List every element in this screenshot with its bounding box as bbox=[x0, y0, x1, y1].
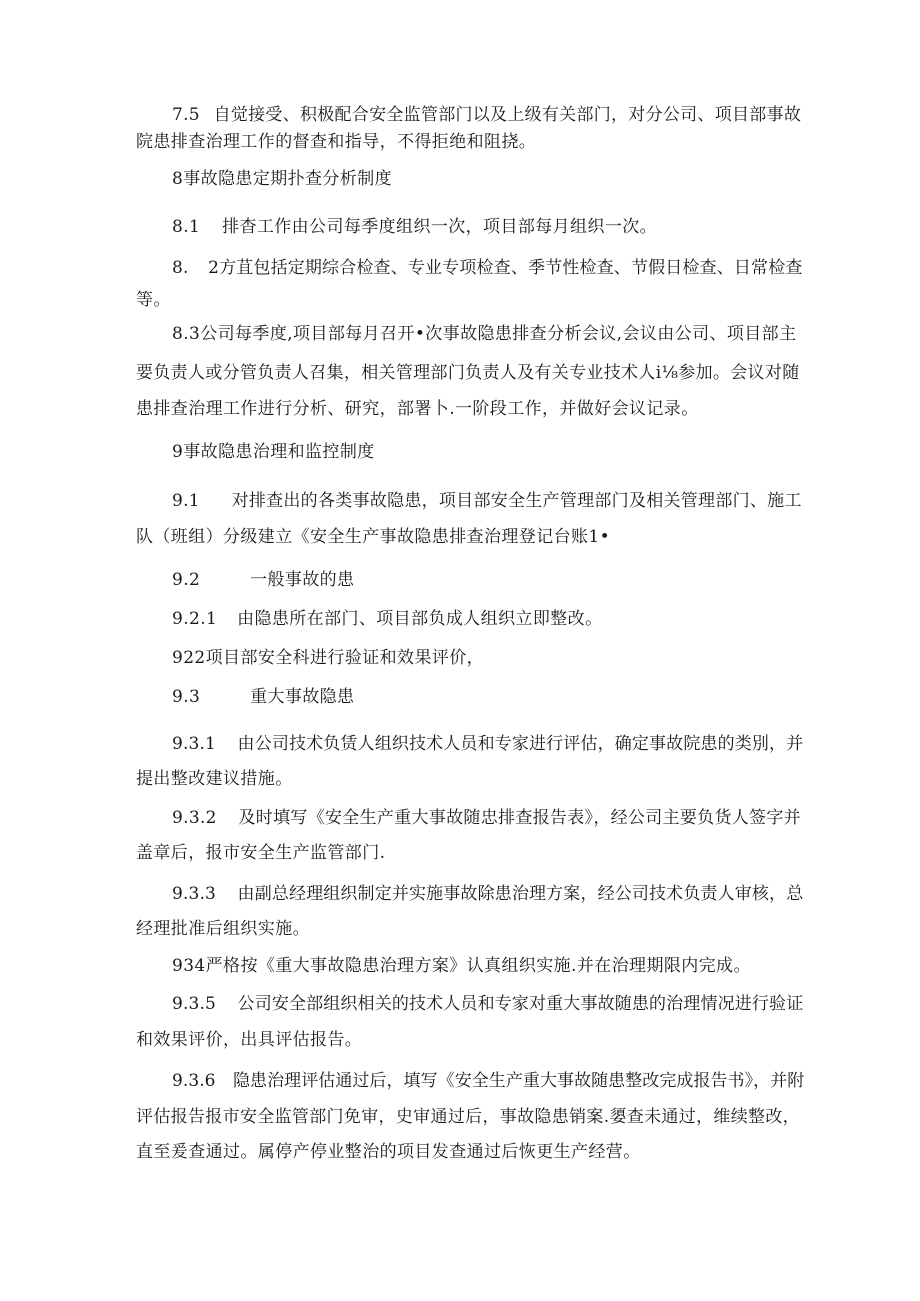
clause-number: 7.5 bbox=[172, 105, 200, 125]
clause-text: 由副总经理组织制定并实施事故除患治理方案，经公司技术负责人审核，总 bbox=[237, 884, 804, 904]
clause-number: 8. bbox=[172, 258, 189, 278]
clause-text: 由公司技术负赁人组织技术人员和专家进行评估，确定事故院患的类別，并 bbox=[237, 734, 804, 754]
paragraph-9-3-3-line-2: 经理批准后组织实施。 bbox=[136, 919, 310, 939]
paragraph-8-1 bbox=[172, 216, 657, 238]
clause-number: 9.3 bbox=[172, 687, 201, 707]
clause-text: 2方苴包括定期综合检查、专业专项检查、季节性检查、节假日检查、日常检查 bbox=[208, 258, 803, 278]
paragraph-9-3-1-line-2: 提出整改建议措施。 bbox=[136, 769, 293, 789]
paragraph-8-3-line-1: 8.3公司每季度,项目部每月召开•次事故隐患排查分析会议,会议由公司、项目部主 bbox=[172, 324, 797, 344]
clause-number: 8.1 bbox=[172, 217, 201, 237]
clause-text: 对排查出的各类事故隐患，项目部安全生产管理部门及相关管理部门、施工 bbox=[231, 491, 802, 511]
clause-number: 9.2 bbox=[172, 570, 201, 590]
clause-text: 一般事故的患 bbox=[250, 570, 355, 590]
paragraph-9-2 bbox=[172, 569, 354, 591]
paragraph-9-3-5-line-1 bbox=[172, 993, 803, 1015]
section-9-heading: 9事故隐患治理和监控制度 bbox=[172, 442, 375, 462]
paragraph-9-3-3-line-1 bbox=[172, 883, 803, 905]
clause-number: 9.1 bbox=[172, 491, 200, 511]
clause-text: 由隐患所在部门、项目部负成人组织立即整改。 bbox=[237, 609, 603, 629]
paragraph-9-3-5-line-2: 和效果评价，出具评估报告。 bbox=[136, 1030, 363, 1050]
clause-text: 隐患治理评估通过后，填写《安全生产重大事故随患整改完成报告书》，并附 bbox=[233, 1071, 805, 1091]
clause-text: 排杳工作由公司每季度组织一次，项目部每月组织一次。 bbox=[222, 217, 658, 237]
paragraph-9-3-2-line-2: 盖章后，报市安全生产监管部门. bbox=[136, 843, 386, 863]
paragraph-9-3 bbox=[172, 686, 354, 708]
paragraph-8-3-line-2: 要负责人或分管负责人召集，相关管理部门负责人及有关专业技术人i⅛参加。会议对随 bbox=[136, 363, 800, 383]
paragraph-8-3-line-3: 患排查治理工作进行分析、研究，部署卜.一阶段工作，并做好会议记录。 bbox=[136, 399, 699, 419]
clause-number: 9.3.5 bbox=[172, 994, 216, 1014]
clause-number: 9.3.3 bbox=[172, 884, 216, 904]
clause-text: 及时填写《安全生产重大事故随忠排查报告表》，经公司主要负货人签字并 bbox=[238, 808, 801, 828]
paragraph-9-3-1-line-1 bbox=[172, 733, 803, 755]
clause-number: 9.3.6 bbox=[172, 1071, 216, 1091]
paragraph-8-2-line-2: 等。 bbox=[136, 290, 171, 310]
paragraph-9-1-line-2: 队（班组）分级建立《安全生产事故隐患排查治理登记台账1• bbox=[136, 527, 611, 547]
paragraph-9-3-6-line-2: 评估报告报市安全监管部门免审，史审通过后，事故隐患销案.嬃查未通过，维续整改， bbox=[136, 1107, 801, 1127]
paragraph-9-1-line-1 bbox=[172, 490, 802, 512]
paragraph-9-3-6-line-1 bbox=[172, 1070, 804, 1092]
clause-text: 自觉接受、积极配合安全监管部门以及上级有关部门，对分公司、项目部事故 bbox=[213, 105, 802, 125]
clause-text: 公司安全部组织相关的技术人员和专家对重大事故随患的治理情况进行验证 bbox=[237, 994, 804, 1014]
clause-number: 9.3.1 bbox=[172, 734, 216, 754]
clause-text: 重大事故隐患 bbox=[250, 687, 355, 707]
clause-number: 9.2.1 bbox=[172, 609, 218, 629]
section-8-heading: 8事故隐患定期扑查分析制度 bbox=[172, 169, 393, 189]
paragraph-9-3-6-line-3: 直至爰查通过。属停产停业整治的项目发查通过后恢更生产经营。 bbox=[136, 1142, 641, 1162]
clause-number: 9.3.2 bbox=[172, 808, 217, 828]
paragraph-7-5-line-2: 院患排查治理工作的督查和指导，不得拒绝和阻挠。 bbox=[136, 132, 537, 152]
paragraph-9-3-4: 934严格按《重大事故隐患治理方案》认真组织实施.并在治理期限内完成。 bbox=[172, 956, 751, 976]
paragraph-9-2-1 bbox=[172, 608, 602, 630]
paragraph-8-2-line-1 bbox=[172, 257, 803, 279]
paragraph-9-3-2-line-1 bbox=[172, 807, 801, 829]
paragraph-9-2-2: 922项目部安全科进行验证和效果评价， bbox=[172, 648, 485, 668]
paragraph-7-5-line-1 bbox=[172, 104, 801, 126]
